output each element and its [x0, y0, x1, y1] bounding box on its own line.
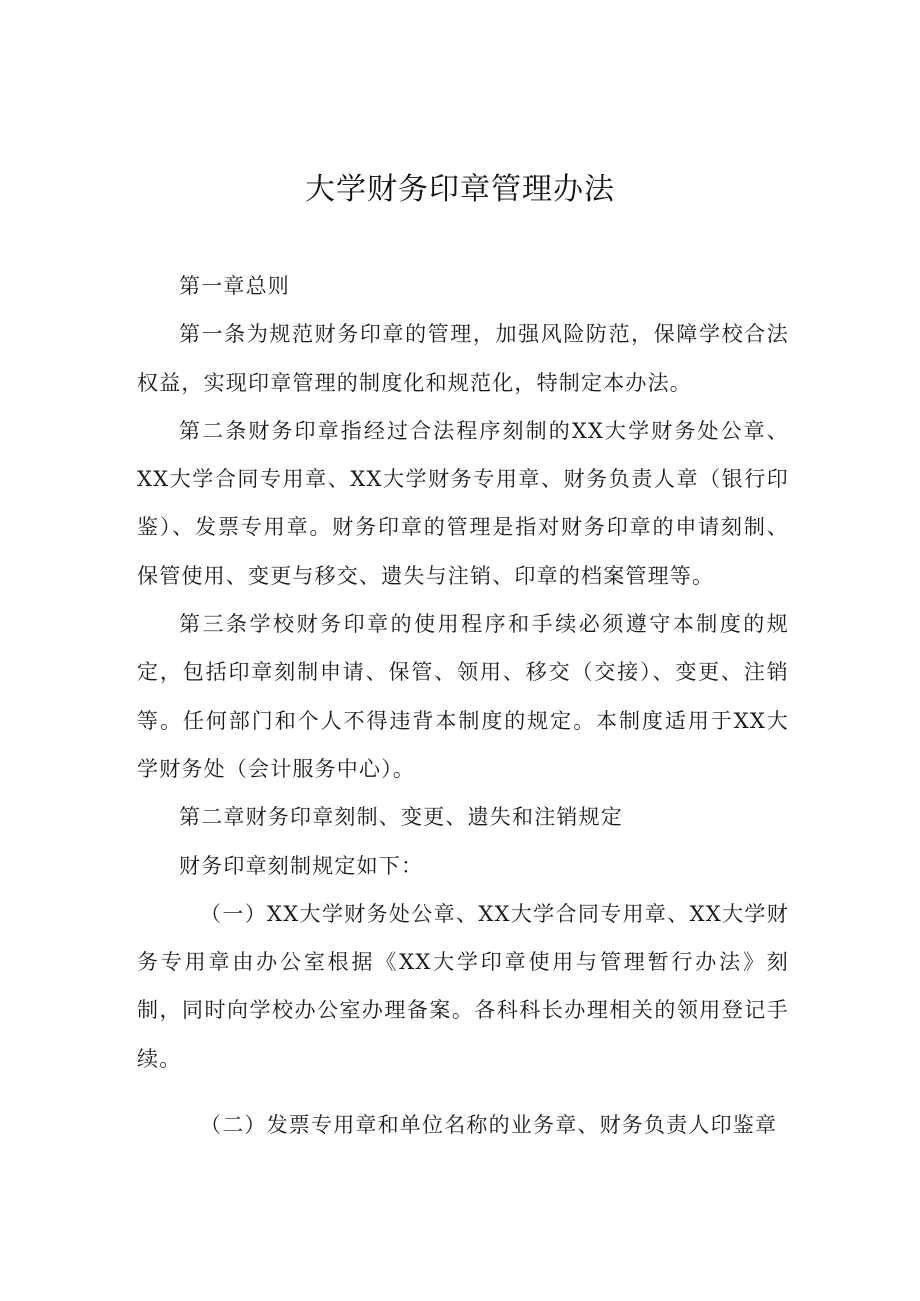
article-paragraph: 财务印章刻制规定如下：	[179, 853, 424, 878]
document-body	[137, 262, 789, 1149]
document-title: 大学财务印章管理办法	[305, 172, 615, 207]
list-item: （一）XX大学财务处公章、XX大学合同专用章、XX大学财务专用章由办公室根据《XX大学印章使用与管理暂行办法》刻制，同时向学校办公室办理备案。各科科长办理相关的领用登记手续。	[137, 901, 789, 1071]
article-paragraph: 第二条财务印章指经过合法程序刻制的XX大学财务处公章、XX大学合同专用章、XX大学财务专用章、财务负责人章（银行印鉴）、发票专用章。财务印章的管理是指对财务印章的申请刻制、保管使用、变更与移交、遗失与注销、印章的档案管理等。	[137, 418, 789, 588]
chapter-heading: 第一章总则	[179, 274, 290, 298]
article-paragraph: 第三条学校财务印章的使用程序和手续必须遵守本制度的规定，包括印章刻制申请、保管、领用、移交（交接）、变更、注销等。任何部门和个人不得违背本制度的规定。本制度适用于XX大学财务处（会计服务中心）。	[137, 612, 789, 781]
article-paragraph: 第一条为规范财务印章的管理，加强风险防范，保障学校合法权益，实现印章管理的制度化和规范化，特制定本办法。	[137, 322, 789, 395]
list-item: （二）发票专用章和单位名称的业务章、财务负责人印鉴章	[200, 1113, 778, 1138]
chapter-heading: 第二章财务印章刻制、变更、遗失和注销规定	[179, 805, 623, 830]
